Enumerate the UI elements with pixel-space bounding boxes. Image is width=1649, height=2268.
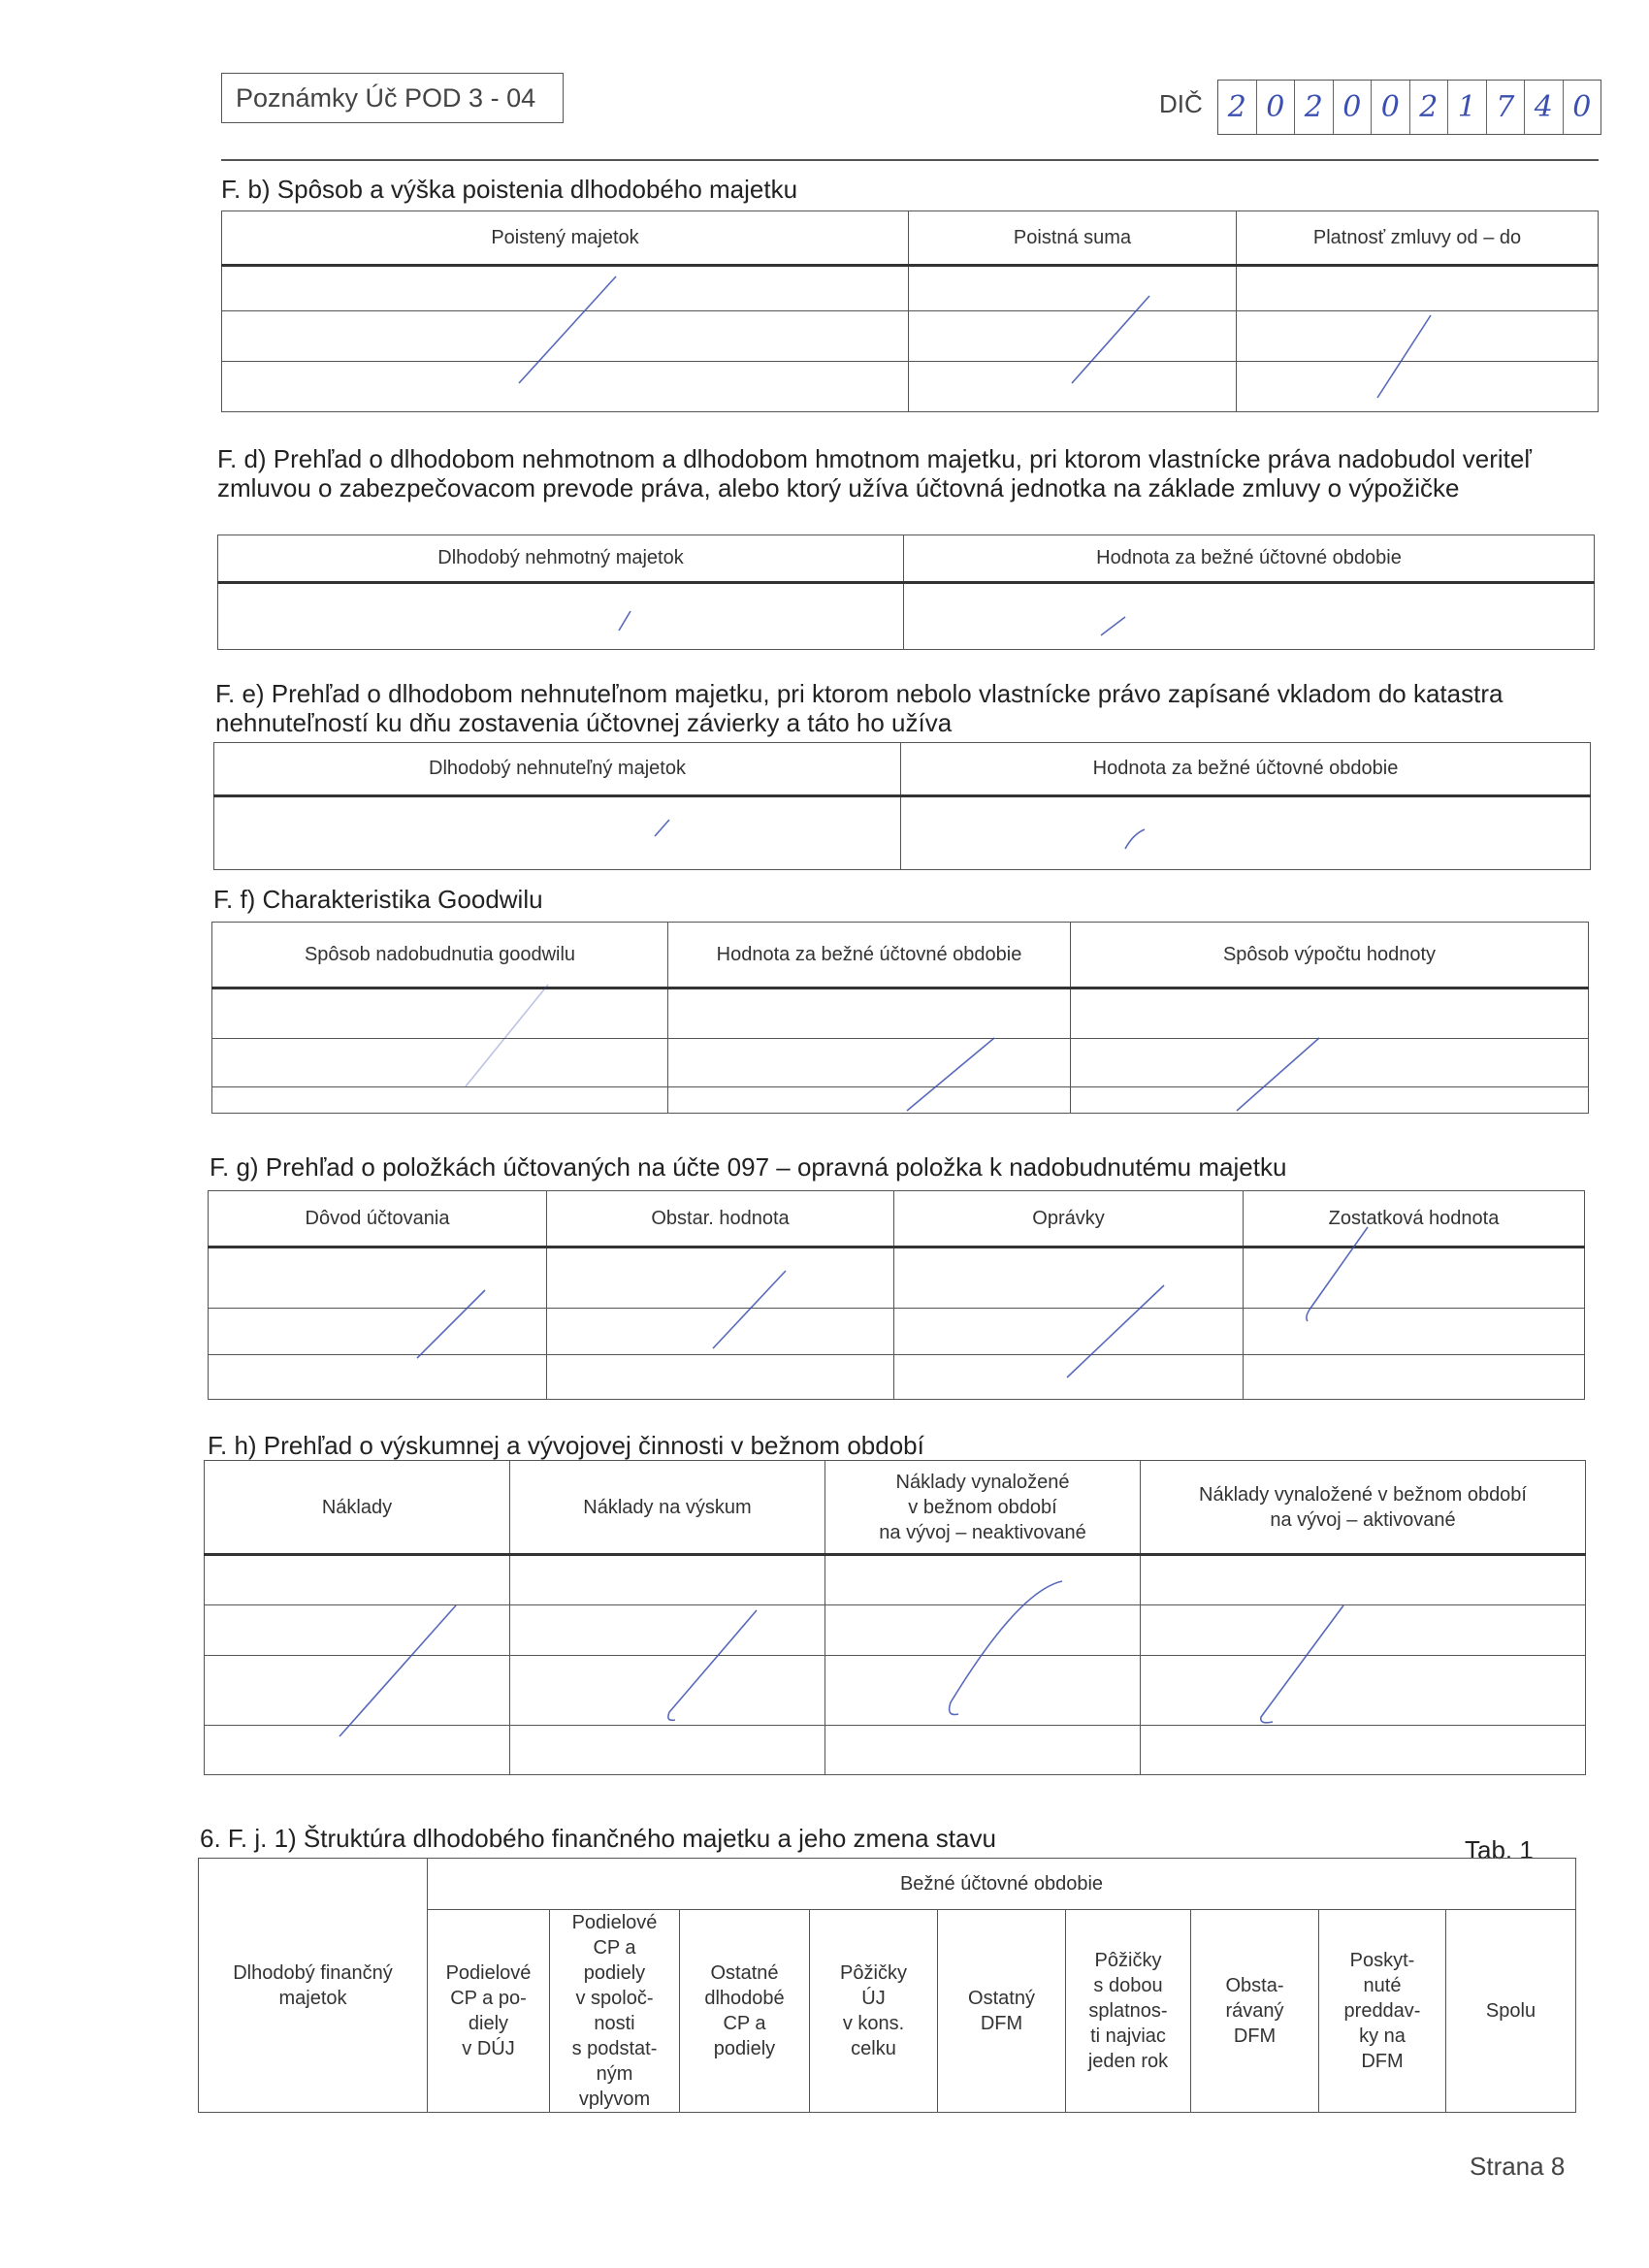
col-header: Náklady vynaložené v bežnom období na vývoj – neaktivované xyxy=(825,1461,1141,1555)
dic-digit: 2 xyxy=(1218,81,1257,134)
col-header: Spôsob nadobudnutia goodwilu xyxy=(212,923,668,988)
table-cell[interactable] xyxy=(1071,988,1589,1039)
dic-digit: 1 xyxy=(1448,81,1487,134)
table-cell[interactable] xyxy=(668,1087,1071,1114)
table-cell[interactable] xyxy=(904,583,1595,650)
col-header: Podielové CP a podiely v spoloč- nosti s podstat- ným vplyvom xyxy=(550,1910,680,2113)
col-header: Ostatné dlhodobé CP a podiely xyxy=(680,1910,810,2113)
table-fe xyxy=(213,742,1591,870)
table-cell[interactable] xyxy=(222,362,909,412)
col-header: Oprávky xyxy=(894,1191,1244,1247)
table-cell[interactable] xyxy=(205,1605,510,1656)
table-cell[interactable] xyxy=(510,1656,825,1726)
table-cell[interactable] xyxy=(218,583,904,650)
table-fd xyxy=(217,535,1595,650)
table-cell[interactable] xyxy=(1237,266,1599,311)
table-cell[interactable] xyxy=(209,1309,547,1355)
table-cell[interactable] xyxy=(894,1309,1244,1355)
section-title-fd: F. d) Prehľad o dlhodobom nehmotnom a dlhodobom hmotnom majetku, pri ktorom vlastnícke práva nadobudol veriteľ zmluvou o zabezpečovacom prevode práva, alebo ktorý užíva účtovná jednotka na základe zmluvy o výpožičke xyxy=(217,444,1532,502)
col-header: Náklady vynaložené v bežnom období na vývoj – aktivované xyxy=(1141,1461,1586,1555)
dic-digit: 0 xyxy=(1334,81,1373,134)
table-fb xyxy=(221,211,1599,412)
table-cell[interactable] xyxy=(547,1309,894,1355)
table-cell[interactable] xyxy=(668,1039,1071,1087)
dic-label: DIČ xyxy=(1159,89,1203,118)
table-cell[interactable] xyxy=(894,1247,1244,1309)
table-cell[interactable] xyxy=(668,988,1071,1039)
table-cell[interactable] xyxy=(1244,1355,1585,1400)
col-header: Obsta- rávaný DFM xyxy=(1191,1910,1319,2113)
col-header: Zostatková hodnota xyxy=(1244,1191,1585,1247)
table-cell[interactable] xyxy=(825,1605,1141,1656)
table-cell[interactable] xyxy=(212,1039,668,1087)
dic-digit: 2 xyxy=(1410,81,1449,134)
table-cell[interactable] xyxy=(510,1555,825,1605)
col-header: Náklady xyxy=(205,1461,510,1555)
col-header: Dlhodobý nehnuteľný majetok xyxy=(214,743,901,796)
row-header: Dlhodobý finančný majetok xyxy=(199,1859,428,2113)
dic-digit: 7 xyxy=(1487,81,1526,134)
table-cell[interactable] xyxy=(901,796,1591,870)
col-header: Dôvod účtovania xyxy=(209,1191,547,1247)
table-cell[interactable] xyxy=(214,796,901,870)
section-title-fh: F. h) Prehľad o výskumnej a vývojovej činnosti v bežnom období xyxy=(208,1431,924,1460)
table-cell[interactable] xyxy=(825,1555,1141,1605)
table-cell[interactable] xyxy=(1244,1309,1585,1355)
col-header: Hodnota za bežné účtovné obdobie xyxy=(904,535,1595,583)
group-header: Bežné účtovné obdobie xyxy=(428,1859,1576,1910)
table-cell[interactable] xyxy=(212,988,668,1039)
dic-digit: 0 xyxy=(1372,81,1410,134)
table-fj xyxy=(198,1858,1576,2113)
table-cell[interactable] xyxy=(1141,1726,1586,1775)
dic-digit: 2 xyxy=(1295,81,1334,134)
table-cell[interactable] xyxy=(1071,1087,1589,1114)
form-code-box: Poznámky Úč POD 3 - 04 xyxy=(221,73,564,123)
table-cell[interactable] xyxy=(205,1555,510,1605)
dic-digit: 0 xyxy=(1572,90,1592,124)
table-fh xyxy=(204,1460,1586,1775)
col-header: Spôsob výpočtu hodnoty xyxy=(1071,923,1589,988)
table-cell[interactable] xyxy=(222,311,909,362)
table-cell[interactable] xyxy=(1071,1039,1589,1087)
table-cell[interactable] xyxy=(1237,311,1599,362)
table-cell[interactable] xyxy=(909,362,1237,412)
col-header: Pôžičky s dobou splatnos- ti najviac jeden rok xyxy=(1066,1910,1191,2113)
section-title-fg: F. g) Prehľad o položkách účtovaných na účte 097 – opravná položka k nadobudnutému majetku xyxy=(210,1152,1287,1182)
table-cell[interactable] xyxy=(894,1355,1244,1400)
table-cell[interactable] xyxy=(547,1355,894,1400)
section-title-ff: F. f) Charakteristika Goodwilu xyxy=(213,885,543,914)
dic-digit: 0 xyxy=(1257,81,1296,134)
table-cell[interactable] xyxy=(205,1726,510,1775)
table-cell[interactable] xyxy=(209,1355,547,1400)
table-cell[interactable] xyxy=(547,1247,894,1309)
table-cell[interactable] xyxy=(825,1656,1141,1726)
col-header: Obstar. hodnota xyxy=(547,1191,894,1247)
table-cell[interactable] xyxy=(1244,1247,1585,1309)
col-header: Pôžičky ÚJ v kons. celku xyxy=(810,1910,938,2113)
col-header: Podielové CP a po- diely v DÚJ xyxy=(428,1910,550,2113)
col-header: Platnosť zmluvy od – do xyxy=(1237,211,1599,266)
divider xyxy=(221,159,1599,161)
table-cell[interactable] xyxy=(209,1247,547,1309)
table-cell[interactable] xyxy=(205,1656,510,1726)
table-cell[interactable] xyxy=(1141,1656,1586,1726)
table-label: Tab. 1 xyxy=(1465,1835,1534,1864)
col-header: Hodnota za bežné účtovné obdobie xyxy=(901,743,1591,796)
col-header: Ostatný DFM xyxy=(938,1910,1066,2113)
col-header: Poistná suma xyxy=(909,211,1237,266)
col-header: Dlhodobý nehmotný majetok xyxy=(218,535,904,583)
dic-digit: 4 xyxy=(1525,81,1564,134)
table-cell[interactable] xyxy=(510,1605,825,1656)
section-title-fe: F. e) Prehľad o dlhodobom nehnuteľnom majetku, pri ktorom nebolo vlastnícke právo zapísané vkladom do katastra nehnuteľností ku dňu zostavenia účtovnej závierky a táto ho užíva xyxy=(215,679,1504,737)
table-cell[interactable] xyxy=(909,311,1237,362)
page-number: Strana 8 xyxy=(1470,2152,1566,2181)
table-cell[interactable] xyxy=(1141,1555,1586,1605)
col-header: Náklady na výskum xyxy=(510,1461,825,1555)
table-ff xyxy=(211,922,1589,1114)
table-cell[interactable] xyxy=(825,1726,1141,1775)
table-cell[interactable] xyxy=(222,266,909,311)
section-title-fb: F. b) Spôsob a výška poistenia dlhodobého majetku xyxy=(221,175,798,204)
table-cell[interactable] xyxy=(212,1087,668,1114)
col-header: Hodnota za bežné účtovné obdobie xyxy=(668,923,1071,988)
section-title-fj: 6. F. j. 1) Štruktúra dlhodobého finančného majetku a jeho zmena stavu xyxy=(200,1824,996,1853)
col-header: Spolu xyxy=(1446,1910,1576,2113)
table-cell[interactable] xyxy=(510,1726,825,1775)
table-cell[interactable] xyxy=(909,266,1237,311)
col-header: Poskyt- nuté preddav- ky na DFM xyxy=(1319,1910,1446,2113)
dic-field[interactable] xyxy=(1217,80,1601,135)
col-header: Poistený majetok xyxy=(222,211,909,266)
table-cell[interactable] xyxy=(1237,362,1599,412)
table-cell[interactable] xyxy=(1141,1605,1586,1656)
table-fg xyxy=(208,1190,1585,1400)
